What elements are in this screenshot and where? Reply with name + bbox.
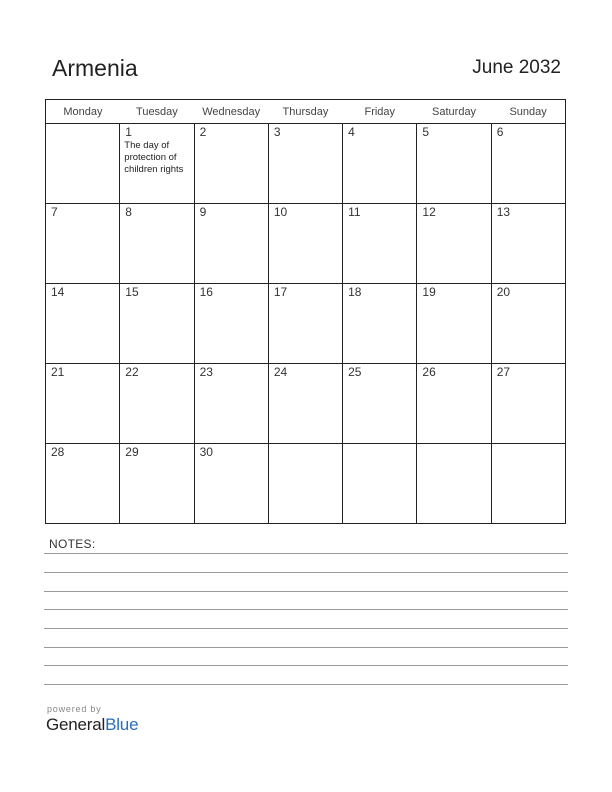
weekday-header: Monday [46,100,120,124]
day-cell [491,124,565,204]
notes-line [44,609,568,610]
day-number: 16 [199,285,213,299]
week-row [46,284,566,364]
day-cell [343,124,417,204]
day-cell [120,284,194,364]
brand-name-general: General [46,715,106,734]
country-title: Armenia [52,55,138,81]
day-cell [194,444,268,524]
day-cell [46,444,120,524]
day-number: 18 [348,285,362,299]
day-number: 24 [273,365,288,379]
month-year-title: June 2032 [472,57,561,78]
day-cell [417,124,491,204]
day-number: 26 [422,365,436,379]
day-cell [343,204,417,284]
day-number: 21 [51,365,65,379]
day-cell [491,204,565,284]
day-cell [417,364,491,444]
holiday-label: The day of protection of children rights [124,140,184,175]
day-cell [120,124,194,204]
day-number: 1 [125,125,132,139]
calendar-grid [45,99,566,524]
day-number: 3 [273,125,281,139]
notes-line [44,647,568,648]
brand-name-blue: Blue [105,715,139,734]
day-number: 13 [496,205,511,219]
day-cell [46,204,120,284]
day-number: 27 [496,365,511,379]
week-row [46,124,566,204]
day-cell [120,204,194,284]
day-number: 22 [125,365,139,379]
day-number: 25 [348,365,362,379]
day-cell [417,284,491,364]
day-number: 15 [125,285,139,299]
day-cell [194,364,268,444]
day-cell [491,284,565,364]
day-cell [268,204,342,284]
weekday-header: Wednesday [194,100,268,124]
notes-line [44,628,568,629]
day-number: 11 [348,205,361,219]
day-cell [194,284,268,364]
day-cell [491,364,565,444]
notes-line [44,572,568,573]
weekday-header-row [46,100,566,124]
day-number: 8 [125,205,132,219]
week-row [46,204,566,284]
day-number: 9 [199,205,207,219]
day-number: 10 [273,205,288,219]
day-cell [46,124,120,204]
day-cell [417,444,491,524]
day-number: 2 [199,125,207,139]
day-cell [194,204,268,284]
powered-by-text: powered by [47,704,102,714]
day-cell [120,364,194,444]
week-row [46,364,566,444]
weekday-header: Friday [343,100,417,124]
brand-logo [46,704,138,735]
day-number: 29 [125,445,139,459]
day-number: 14 [51,285,65,299]
notes-line [44,684,568,685]
weekday-header: Tuesday [120,100,194,124]
day-cell [46,284,120,364]
day-cell [343,364,417,444]
day-number: 6 [496,125,504,139]
day-cell [120,444,194,524]
day-cell [491,444,565,524]
day-number: 20 [496,285,511,299]
notes-line [44,553,568,554]
day-cell [343,444,417,524]
day-cell [268,444,342,524]
day-cell [46,364,120,444]
notes-line [44,665,568,666]
weekday-header: Sunday [491,100,565,124]
notes-line [44,591,568,592]
day-number: 7 [51,205,58,219]
day-number: 5 [422,125,430,139]
week-row [46,444,566,524]
day-number: 30 [199,445,213,459]
day-cell [343,284,417,364]
day-number: 4 [348,125,355,139]
day-cell [417,204,491,284]
day-number: 23 [199,365,213,379]
day-cell [194,124,268,204]
weekday-header: Thursday [268,100,342,124]
day-cell [268,364,342,444]
day-number: 12 [422,205,436,219]
day-cell [268,124,342,204]
notes-label: NOTES: [49,537,96,551]
day-number: 19 [422,285,436,299]
brand-name [46,715,138,735]
day-number: 17 [273,285,288,299]
day-number: 28 [51,445,65,459]
weekday-header: Saturday [417,100,491,124]
day-cell [268,284,342,364]
